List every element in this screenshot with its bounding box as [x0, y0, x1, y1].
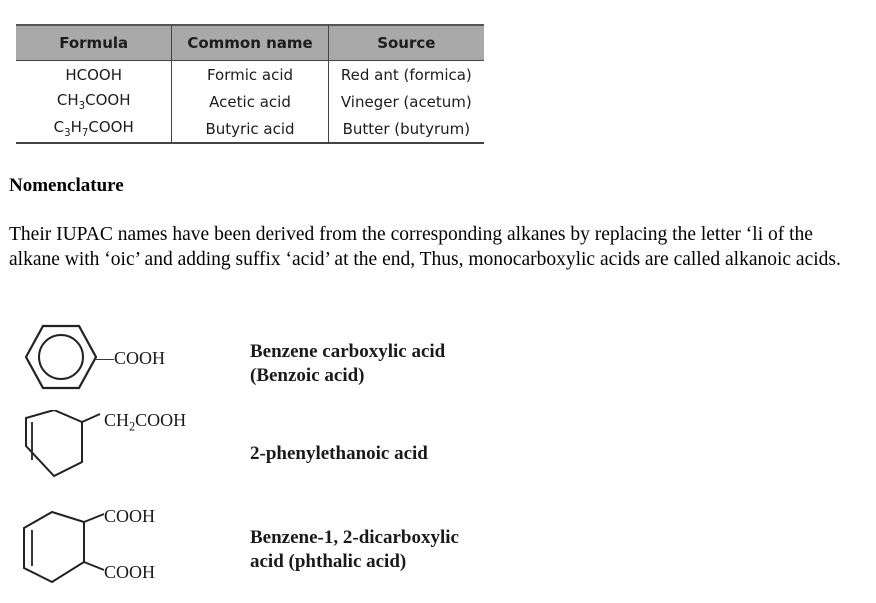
structure-label-benzoic: Benzene carboxylic acid (Benzoic acid)	[250, 341, 446, 386]
benzene-ring-2-icon	[16, 410, 106, 482]
benzene-ring-1-icon	[16, 312, 106, 402]
group-cooh-top: COOH	[104, 506, 156, 526]
table-row	[16, 115, 484, 143]
header-formula: Formula	[16, 25, 172, 61]
section-paragraph: Their IUPAC names have been derived from the corresponding alkanes by replacing the letter ‘li of the alkane with ‘oic’ and adding suffix ‘acid’ at the end, Thus, monocarboxylic acids are called alkanoic acids.	[9, 224, 841, 270]
cell-source: Red ant (formica)	[328, 61, 484, 89]
group-cooh-1: —COOH	[96, 348, 166, 368]
cell-source: Butter (butyrum)	[328, 115, 484, 143]
cell-formula: HCOOH	[65, 65, 122, 84]
header-source: Source	[328, 25, 484, 61]
table-header-row	[16, 25, 484, 61]
acids-table	[16, 24, 484, 144]
group-cooh-bottom: COOH	[104, 562, 156, 582]
section-heading: Nomenclature	[9, 175, 124, 196]
cell-source: Vineger (acetum)	[328, 88, 484, 115]
group-ch2cooh: $CH_2COOH$	[104, 410, 187, 434]
structure-label-phthalic: Benzene-1, 2-dicarboxylic acid (phthalic acid)	[250, 527, 459, 572]
benzene-ring-3-icon	[16, 508, 111, 588]
cell-name: Formic acid	[172, 61, 328, 89]
header-common-name: Common name	[172, 25, 328, 61]
table-row	[16, 61, 484, 89]
cell-name: Acetic acid	[172, 88, 328, 115]
cell-formula: $C_3H_7COOH$	[16, 115, 172, 143]
table-row	[16, 88, 484, 115]
cell-name: Butyric acid	[172, 115, 328, 143]
structure-label-phenylethanoic: 2-phenylethanoic acid	[250, 443, 428, 464]
cell-formula: $CH_3COOH$	[56, 91, 131, 112]
